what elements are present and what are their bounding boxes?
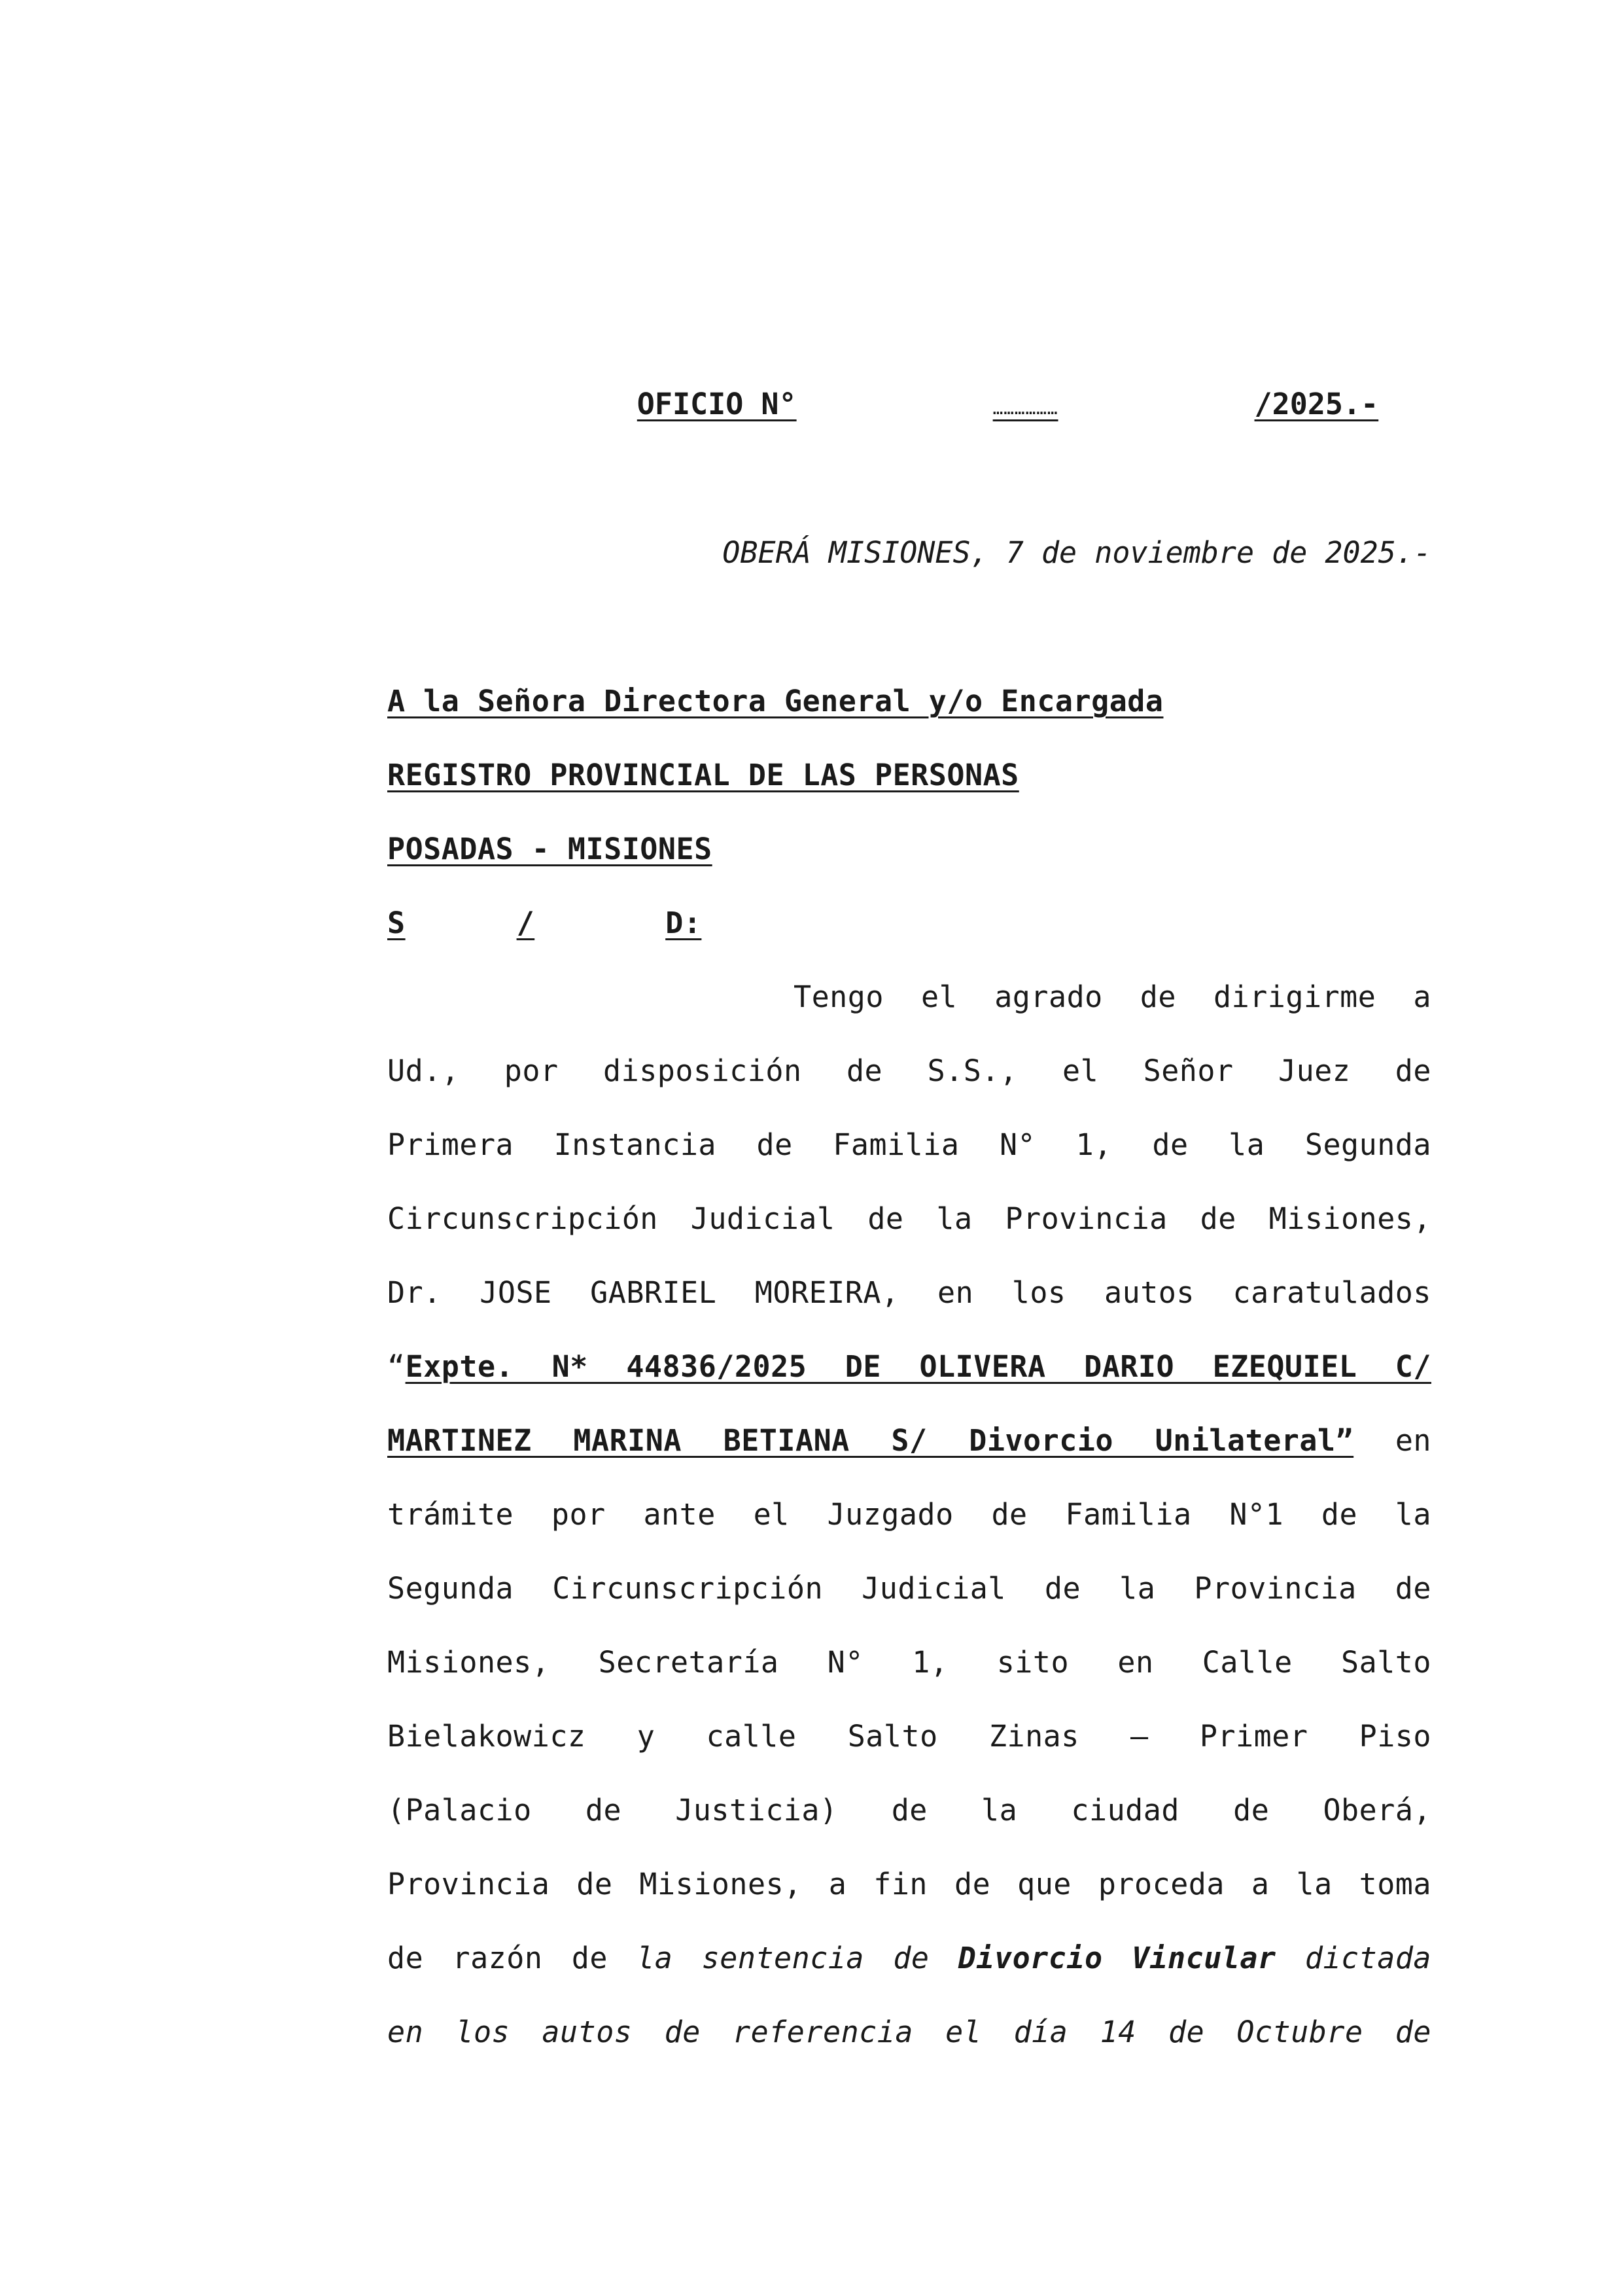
addressee-line-2: REGISTRO PROVINCIAL DE LAS PERSONAS <box>387 758 1019 792</box>
body-line-15: en los autos de referencia el día 14 de Octubre de <box>387 2015 1431 2049</box>
body-line-1: Tengo el agrado de dirigirme a <box>794 980 1431 1014</box>
divorcio-vincular-emphasis: Divorcio Vincular <box>958 1941 1276 1975</box>
case-title-part-2: MARTINEZ MARINA BETIANA S/ Divorcio Unilateral” <box>387 1423 1354 1458</box>
oficio-prefix: OFICIO N° <box>637 387 797 421</box>
body-line-11: Bielakowicz y calle Salto Zinas – Primer Piso <box>387 1719 1431 1754</box>
body-line-7-case-title: MARTINEZ MARINA BETIANA S/ Divorcio Unilateral” en <box>387 1423 1431 1458</box>
oficio-year: /2025.- <box>1254 387 1379 421</box>
body-line-6-case-title: “Expte. N* 44836/2025 DE OLIVERA DARIO EZEQUIEL C/ <box>387 1349 1431 1384</box>
body-line-4: Circunscripción Judicial de la Provincia de Misiones, <box>387 1201 1431 1236</box>
case-title-part-1: Expte. N* 44836/2025 DE OLIVERA DARIO EZEQUIEL C/ <box>405 1349 1431 1384</box>
addressee-line-1: A la Señora Directora General y/o Encargada <box>387 684 1164 718</box>
oficio-title <box>0 385 1623 429</box>
body-line-10: Misiones, Secretaría N° 1, sito en Calle Salto <box>387 1645 1431 1680</box>
place-date-line: OBERÁ MISIONES, 7 de noviembre de 2025.- <box>722 535 1431 570</box>
oficio-number-blank: ……………… <box>992 399 1058 419</box>
body-line-3: Primera Instancia de Familia N° 1, de la Segunda <box>387 1127 1431 1162</box>
addressee-line-3: POSADAS - MISIONES <box>387 832 712 866</box>
body-line-13: Provincia de Misiones, a fin de que proceda a la toma <box>387 1867 1431 1901</box>
body-line-14: de razón de la sentencia de Divorcio Vincular dictada <box>387 1941 1432 1975</box>
body-line-9: Segunda Circunscripción Judicial de la Provincia de <box>387 1571 1431 1606</box>
body-line-5: Dr. JOSE GABRIEL MOREIRA, en los autos caratulados <box>387 1275 1431 1310</box>
body-line-12: (Palacio de Justicia) de la ciudad de Oberá, <box>387 1793 1431 1828</box>
body-line-8: trámite por ante el Juzgado de Familia N°1 de la <box>387 1497 1431 1532</box>
salutation-sd: S / D: <box>387 906 702 940</box>
body-line-2: Ud., por disposición de S.S., el Señor Juez de <box>387 1053 1431 1088</box>
